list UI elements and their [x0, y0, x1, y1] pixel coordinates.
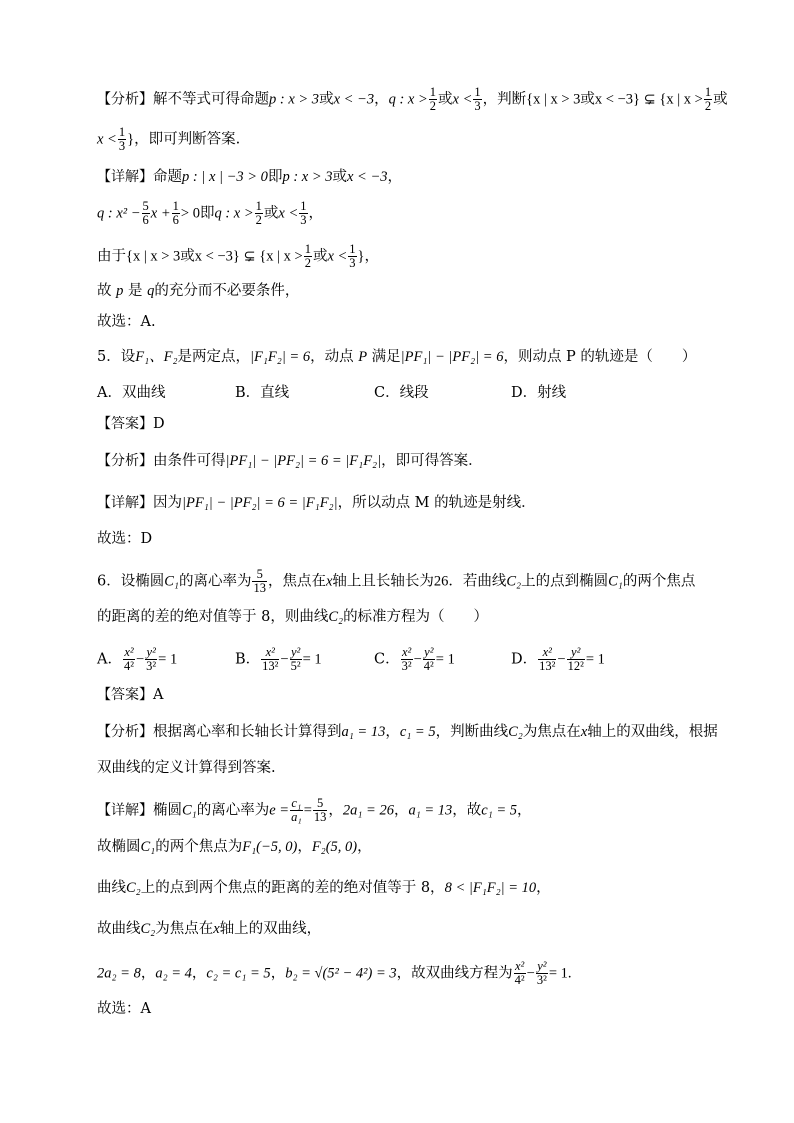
detail-line-2: q : x² − $\frac{5}{6}$ x + $\frac{1}{6}$ > 0即q : x > $\frac{1}{2}$ 或x < $\frac{1}{3}$ ，	[97, 199, 323, 227]
q6-answer: 【答案】A	[97, 687, 164, 703]
q6-option-b[interactable]: B． $\frac{\text{x²}}{\text{13²}}$ − $\frac{\text{y²}}{\text{5²}}$ = 1	[235, 645, 322, 673]
detail-line-1: 【详解】命题p : | x | −3 > 0即p : x > 3或x < −3，	[97, 169, 403, 185]
q5-option-d[interactable]: D．射线	[511, 385, 567, 401]
q6-analysis-line-1: 【分析】根据离心率和长轴长计算得到a₁ = 13，c₁ = 5，判断曲线C₂为焦点在x轴上的双曲线，根据	[97, 724, 718, 740]
q5-option-b[interactable]: B．直线	[235, 385, 290, 401]
q6-option-d[interactable]: D． $\frac{\text{x²}}{\text{13²}}$ − $\frac{\text{y²}}{\text{12²}}$ = 1	[511, 645, 605, 673]
q6-stem-line-1: 6．设椭圆C₁的离心率为 $\frac{5}{13}$ ，焦点在x轴上且长轴长为26．若曲线C₂上的点到椭圆C₁的两个焦点	[97, 567, 696, 595]
q6-option-c[interactable]: C． $\frac{\text{x²}}{\text{3²}}$ − $\frac{\text{y²}}{\text{4²}}$ = 1	[374, 645, 455, 673]
q6-detail-line-4: 故曲线C₂为焦点在x轴上的双曲线，	[97, 921, 322, 937]
q5-analysis: 【分析】由条件可得|PF₁| − |PF₂| = 6 = |F₁F₂|，即可得答案．	[97, 453, 483, 469]
q5-options	[97, 382, 734, 404]
analysis-line-2: x < $\frac{1}{3}$ }，即可判断答案.	[97, 125, 241, 153]
q6-options	[97, 646, 734, 672]
q5-detail: 【详解】因为|PF₁| − |PF₂| = 6 = |F₁F₂|，所以动点 M 的轨迹是射线．	[97, 495, 536, 511]
q6-choose: 故选：A	[97, 1001, 151, 1017]
q6-analysis-line-2: 双曲线的定义计算得到答案.	[97, 760, 276, 776]
fraction: $\frac{1}{2}$	[704, 85, 712, 113]
q5-choose: 故选：D	[97, 531, 153, 547]
answer-label: 【答案】	[97, 416, 153, 432]
q6-option-a[interactable]: A． $\frac{\text{x²}}{\text{4²}}$ − $\frac{\text{y²}}{\text{3²}}$ = 1	[97, 645, 178, 673]
q5-option-a[interactable]: A．双曲线	[97, 385, 166, 401]
q6-detail-line-5: 2a₂ = 8，a₂ = 4，c₂ = c₁ = 5，b₂ = √(5² − 4²) = 3，故双曲线方程为 $\frac{\text{x²}}{\text{4²}}$ − $\frac{\text{y²}}{\text{3²}}$ = 1.	[97, 959, 572, 987]
q6-stem-line-2: 的距离的差的绝对值等于 8，则曲线C₂的标准方程为（ ）	[97, 609, 489, 625]
fraction: $\frac{1}{2}$	[429, 85, 437, 113]
q6-detail-line-1: 【详解】椭圆C₁的离心率为e = $\frac{\text{c₁}}{\text{a₁}}$ = $\frac{5}{13}$ ，2a₁ = 26，a₁ = 13，故c₁ = 5，	[97, 796, 532, 824]
q6-detail-line-2: 故椭圆C₁的两个焦点为F₁(−5, 0)，F₂(5, 0)，	[97, 839, 372, 855]
analysis-line-1: 【分析】解不等式可得命题p : x > 3或x < −3，q : x > $\frac{1}{2}$ 或x < $\frac{1}{3}$ ，判断{x | x > 3或x < −3} ⊊ {x | x > $\frac{1}{2}$ 或	[97, 85, 728, 113]
fraction: $\frac{1}{3}$	[474, 85, 481, 113]
analysis-label: 【分析】	[97, 91, 153, 108]
detail-label: 【详解】	[97, 169, 153, 185]
q5-option-c[interactable]: C．线段	[374, 385, 429, 401]
choose-line-1: 故选：A.	[97, 314, 156, 330]
q6-detail-line-3: 曲线C₂上的点到两个焦点的距离的差的绝对值等于 8，8 < |F₁F₂| = 10，	[97, 880, 551, 896]
q5-answer: 【答案】D	[97, 416, 165, 432]
detail-line-3: 由于{x | x > 3或x < −3} ⊊ {x | x > $\frac{1}{2}$ 或x < $\frac{1}{3}$ }，	[97, 242, 380, 270]
detail-line-4: 故 p 是 q的充分而不必要条件，	[97, 283, 300, 299]
fraction: $\frac{1}{3}$	[118, 125, 126, 153]
q5-stem: 5．设F₁、F₂是两定点，|F₁F₂| = 6，动点 P 满足|PF₁| − |PF₂| = 6，则动点 P 的轨迹是（ ）	[97, 349, 697, 365]
